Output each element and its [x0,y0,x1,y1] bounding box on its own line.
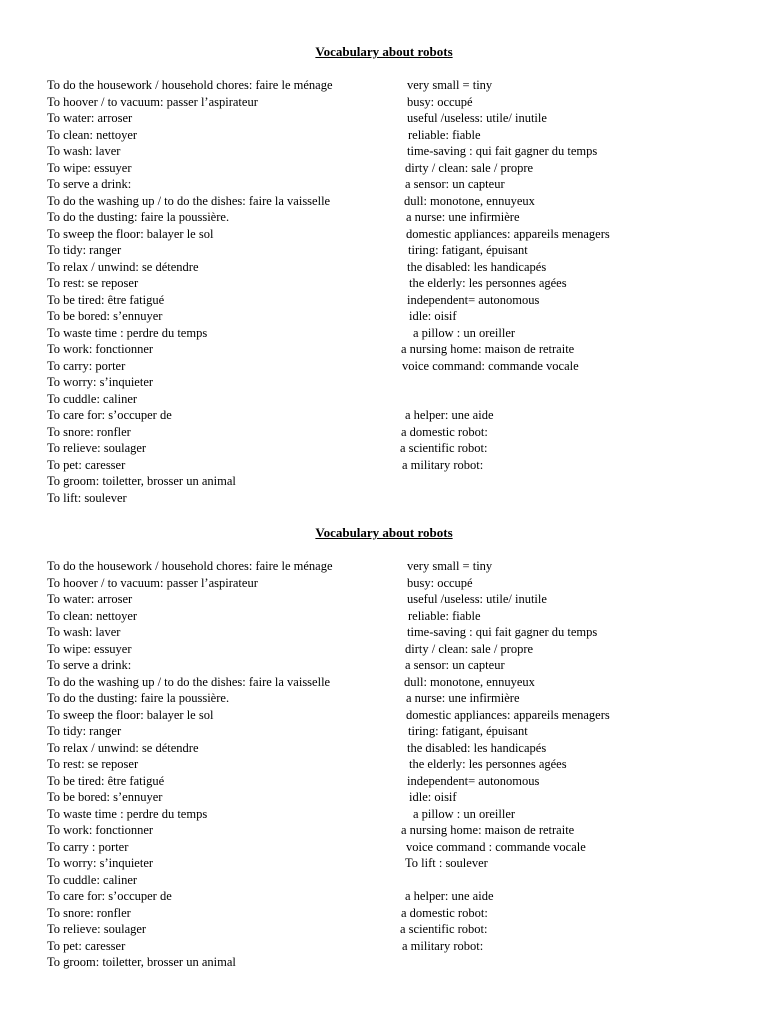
vocab-row [0,473,768,490]
vocab-row [0,575,768,592]
vocab-row [0,921,768,938]
vocab-row [0,558,768,575]
vocab-row [0,490,768,507]
vocab-term-right: very small = tiny [407,559,493,573]
vocab-term-right: a scientific robot: [400,922,488,936]
vocab-row [0,591,768,608]
vocab-row [0,690,768,707]
vocab-term-right: a sensor: un capteur [405,658,505,672]
vocab-term-left: To be bored: s’ennuyer [47,790,163,804]
vocab-term-right: the disabled: les handicapés [407,740,547,755]
vocab-term-left: To work: fonctionner [47,342,154,356]
vocab-term-right: tiring: fatigant, épuisant [408,724,528,738]
vocab-row [0,110,768,127]
vocab-term-right: a domestic robot: [401,424,488,439]
vocab-term-right: a military robot: [402,457,484,472]
vocab-term-left: To be bored: s’ennuyer [47,309,163,323]
vocab-term-right: a sensor: un capteur [405,177,505,191]
vocab-term-right: time-saving : qui fait gagner du temps [407,144,598,158]
vocab-term-right: a military robot: [402,938,484,953]
vocab-term-right: voice command: commande vocale [402,358,579,373]
vocab-term-right: a nursing home: maison de retraite [401,342,575,356]
vocab-row [0,77,768,94]
vocab-row [0,209,768,226]
vocab-row [0,374,768,391]
section-title: Vocabulary about robots [315,525,453,540]
vocab-term-right: domestic appliances: appareils menagers [406,226,610,241]
vocab-row [0,226,768,243]
vocab-term-left: To wipe: essuyer [47,160,132,175]
vocab-term-right: very small = tiny [407,78,493,92]
vocab-row [0,839,768,856]
vocab-term-left: To wipe: essuyer [47,641,132,656]
vocab-term-right: a pillow : un oreiller [413,806,516,821]
vocab-row [0,341,768,358]
vocab-row [0,259,768,276]
vocab-term-left: To carry: porter [47,358,126,373]
vocab-term-right: tiring: fatigant, épuisant [408,243,528,257]
vocab-row [0,160,768,177]
vocab-term-left: To waste time : perdre du temps [47,806,208,821]
vocab-term-right: idle: oisif [409,309,457,323]
vocab-term-left: To groom: toiletter, brosser un animal [47,955,236,969]
vocab-row [0,608,768,625]
vocab-term-left: To be tired: être fatigué [47,292,165,307]
vocab-term-left: To worry: s’inquieter [47,375,154,389]
vocab-row [0,789,768,806]
vocab-term-right: reliable: fiable [408,127,481,142]
vocab-row [0,657,768,674]
vocab-term-left: To rest: se reposer [47,757,139,771]
vocabulary-list [0,77,768,506]
vocab-term-left: To hoover / to vacuum: passer l’aspirateur [47,575,258,590]
vocab-row [0,292,768,309]
vocab-row [0,740,768,757]
vocab-term-left: To do the housework / household chores: faire le ménage [47,559,333,573]
vocab-term-left: To rest: se reposer [47,276,139,290]
vocab-row [0,308,768,325]
vocab-term-right: useful /useless: utile/ inutile [407,592,547,606]
vocab-term-left: To water: arroser [47,111,133,125]
vocab-term-left: To carry : porter [47,839,129,854]
vocab-row [0,391,768,408]
vocab-row [0,641,768,658]
vocab-term-right: dull: monotone, ennuyeux [404,193,535,208]
vocab-row [0,143,768,160]
vocab-row [0,872,768,889]
vocab-term-right: time-saving : qui fait gagner du temps [407,625,598,639]
vocab-term-left: To sweep the floor: balayer le sol [47,226,214,241]
vocab-term-left: To cuddle: caliner [47,391,138,406]
vocab-row [0,888,768,905]
vocab-row [0,707,768,724]
vocab-term-right: a nurse: une infirmière [406,691,520,705]
vocab-term-left: To snore: ronfler [47,424,131,439]
vocab-term-left: To hoover / to vacuum: passer l’aspirateur [47,94,258,109]
vocab-term-left: To pet: caresser [47,457,126,472]
vocab-term-right: the disabled: les handicapés [407,259,547,274]
vocab-term-right: a pillow : un oreiller [413,325,516,340]
vocab-term-left: To sweep the floor: balayer le sol [47,707,214,722]
vocab-term-right: busy: occupé [407,94,473,109]
vocab-term-left: To groom: toiletter, brosser un animal [47,474,236,488]
vocab-term-right: a nurse: une infirmière [406,210,520,224]
vocab-row [0,457,768,474]
section-title: Vocabulary about robots [315,44,453,59]
vocab-row [0,325,768,342]
vocabulary-list [0,558,768,971]
vocab-term-right: dull: monotone, ennuyeux [404,674,535,689]
vocab-row [0,176,768,193]
vocab-term-right: reliable: fiable [408,608,481,623]
vocab-term-left: To work: fonctionner [47,823,154,837]
vocab-term-right: independent= autonomous [407,292,540,307]
vocab-row [0,822,768,839]
vocab-row [0,127,768,144]
vocab-term-left: To be tired: être fatigué [47,773,165,788]
vocab-term-right: To lift : soulever [405,856,488,870]
vocab-term-right: domestic appliances: appareils menagers [406,707,610,722]
vocab-term-left: To relieve: soulager [47,922,147,936]
vocab-term-left: To care for: s’occuper de [47,889,172,903]
vocab-row [0,424,768,441]
vocab-term-right: the elderly: les personnes agées [409,276,567,290]
vocab-term-left: To waste time : perdre du temps [47,325,208,340]
vocab-term-right: independent= autonomous [407,773,540,788]
vocab-row [0,193,768,210]
vocab-term-right: dirty / clean: sale / propre [405,160,534,175]
vocab-term-right: a helper: une aide [405,889,494,903]
vocab-term-right: useful /useless: utile/ inutile [407,111,547,125]
vocab-row [0,94,768,111]
vocab-row [0,275,768,292]
vocab-term-left: To serve a drink: [47,177,132,191]
vocab-term-right: a scientific robot: [400,441,488,455]
vocab-term-left: To relax / unwind: se détendre [47,740,199,755]
vocab-term-left: To serve a drink: [47,658,132,672]
vocab-term-left: To do the washing up / to do the dishes: faire la vaisselle [47,674,331,689]
vocab-term-left: To wash: laver [47,625,121,639]
vocab-row [0,855,768,872]
vocab-term-left: To wash: laver [47,144,121,158]
vocab-term-left: To care for: s’occuper de [47,408,172,422]
vocab-term-right: a nursing home: maison de retraite [401,823,575,837]
vocab-term-left: To clean: nettoyer [47,608,138,623]
vocab-term-left: To do the dusting: faire la poussière. [47,210,230,224]
vocab-term-left: To cuddle: caliner [47,872,138,887]
vocab-term-left: To tidy: ranger [47,724,122,738]
vocab-row [0,723,768,740]
vocab-row [0,806,768,823]
vocab-term-left: To snore: ronfler [47,905,131,920]
vocab-term-left: To do the washing up / to do the dishes: faire la vaisselle [47,193,331,208]
vocab-row [0,358,768,375]
vocab-term-right: dirty / clean: sale / propre [405,641,534,656]
vocab-term-left: To tidy: ranger [47,243,122,257]
vocab-term-left: To clean: nettoyer [47,127,138,142]
vocab-row [0,954,768,971]
vocab-term-left: To worry: s’inquieter [47,856,154,870]
vocab-term-left: To water: arroser [47,592,133,606]
vocab-term-left: To relieve: soulager [47,441,147,455]
vocab-term-right: a helper: une aide [405,408,494,422]
vocab-term-left: To do the housework / household chores: faire le ménage [47,78,333,92]
vocab-row [0,938,768,955]
vocab-row [0,440,768,457]
vocab-row [0,407,768,424]
vocab-term-right: voice command : commande vocale [406,839,586,854]
vocab-term-right: idle: oisif [409,790,457,804]
vocab-term-right: a domestic robot: [401,905,488,920]
vocab-term-right: busy: occupé [407,575,473,590]
vocab-term-right: the elderly: les personnes agées [409,757,567,771]
vocab-row [0,674,768,691]
vocab-row [0,773,768,790]
vocab-term-left: To lift: soulever [47,490,127,505]
vocab-term-left: To relax / unwind: se détendre [47,259,199,274]
vocab-term-left: To pet: caresser [47,938,126,953]
vocab-row [0,756,768,773]
vocab-row [0,242,768,259]
vocab-row [0,624,768,641]
vocab-row [0,905,768,922]
vocab-term-left: To do the dusting: faire la poussière. [47,691,230,705]
